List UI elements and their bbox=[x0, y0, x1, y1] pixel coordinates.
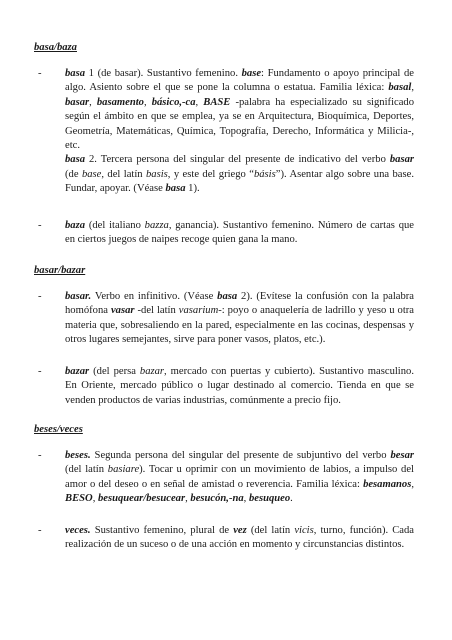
headword: basa bbox=[65, 154, 86, 166]
text-run: , bbox=[92, 493, 98, 505]
entry-beses bbox=[38, 449, 414, 507]
text-run: , bbox=[411, 478, 414, 490]
term: base bbox=[81, 168, 102, 180]
entry-paragraph-beses bbox=[65, 449, 414, 507]
entry-dash: - bbox=[38, 68, 42, 79]
headword: baza bbox=[65, 220, 86, 231]
text-run: , del latín bbox=[101, 168, 146, 180]
entry-bazar bbox=[38, 365, 414, 408]
headword: basar. bbox=[65, 291, 92, 302]
etymon: basiare bbox=[107, 464, 140, 476]
entry-paragraph-baza bbox=[65, 219, 414, 248]
headword: bazar bbox=[65, 366, 90, 377]
section-heading-basa-baza: basa/baza bbox=[34, 42, 77, 53]
cross-reference: basa bbox=[217, 291, 238, 302]
text-run: -: poyo o anaquelería de ladrillo y yeso u otra materia que, sobresaliendo en la pared, especialmente en las cocinas, despensas y otros lugares semejantes, sirve para poner vasos, platos, etc.). bbox=[65, 305, 414, 346]
entry-paragraph-basa-2 bbox=[65, 153, 414, 196]
text-run: , bbox=[243, 493, 249, 505]
text-run: (del persa bbox=[89, 366, 140, 377]
etymon: bazza bbox=[144, 220, 169, 231]
text-run: , mercado con puertas y cubierto). Sustantivo masculino. En Oriente, mercado público o lugar destinado al comercio. Tienda en que se venden productos de varias industrias, comúnmente a precio fijo. bbox=[65, 366, 414, 406]
text-run: -palabra ha especializado su significado según el ámbito en que se emplea, ya se en Arquitectura, Bioquímica, Deportes, Geometría, Matemáticas, Química, Topografía, Derecho, Informática y Milicia-, etc. bbox=[65, 96, 415, 152]
text-run: (del latín bbox=[246, 525, 295, 536]
text-run: 1). bbox=[185, 183, 200, 195]
entry-dash: - bbox=[38, 291, 42, 302]
etymon: basis bbox=[146, 168, 168, 180]
etymon: vasarium bbox=[178, 305, 219, 317]
entry-veces bbox=[38, 524, 414, 553]
term: basar bbox=[389, 154, 414, 166]
entry-dash: - bbox=[38, 220, 42, 231]
entry-dash: - bbox=[38, 366, 42, 377]
cross-reference: basa bbox=[165, 183, 186, 195]
entry-paragraph-veces bbox=[65, 524, 414, 553]
text-run: (del latín bbox=[65, 464, 108, 476]
text-run: ). Tocar u oprimir con un movimiento de labios, a impulso del amor o del deseo o en señal de amistad o reverencia. Familia léxica: bbox=[65, 464, 414, 490]
lexical-family-term: besamanos bbox=[363, 478, 412, 490]
term: base bbox=[241, 68, 262, 79]
text-run: , bbox=[411, 82, 414, 94]
lexical-family-term: básico,-ca bbox=[151, 96, 196, 108]
headword: basa bbox=[65, 68, 86, 79]
text-run: , turno, función). Cada realización de un suceso o de una acción en momento y circunstancias distintos. bbox=[65, 525, 414, 551]
text-run: , ganancia). Sustantivo femenino. Número de cartas que en ciertos juegos de naipes recoge quien gana la mano. bbox=[65, 220, 414, 246]
etymon: bazar bbox=[139, 366, 165, 377]
headword: veces. bbox=[65, 525, 91, 536]
etymon: básis bbox=[253, 168, 276, 180]
entry-paragraph-bazar bbox=[65, 365, 414, 408]
entry-text bbox=[65, 290, 414, 348]
text-run: ”). Asentar algo sobre una base. Fundar, apoyar. (Véase bbox=[65, 168, 414, 195]
text-run: (del italiano bbox=[85, 220, 145, 231]
section-heading-beses-veces: beses/veces bbox=[34, 424, 83, 435]
lexical-family-term: besuqueo bbox=[248, 493, 291, 505]
text-run: 2). (Evítese la confusión con la palabra homófona bbox=[65, 291, 414, 317]
text-run: . bbox=[290, 493, 293, 505]
entry-basar bbox=[38, 290, 414, 348]
lexical-family-term: BESO bbox=[65, 493, 93, 505]
entry-dash: - bbox=[38, 450, 42, 461]
text-run: (de bbox=[65, 168, 82, 180]
entry-text bbox=[65, 524, 414, 553]
text-run: , bbox=[195, 96, 204, 108]
entry-baza bbox=[38, 219, 414, 248]
text-run: , y este del griego “ bbox=[167, 168, 254, 180]
headword: beses. bbox=[65, 450, 91, 461]
entry-basa bbox=[38, 67, 414, 197]
term: vasar bbox=[110, 305, 135, 317]
lexical-family-term: besuquear/besucear bbox=[97, 493, 186, 505]
term: besar bbox=[390, 450, 414, 461]
text-run: , bbox=[185, 493, 191, 505]
entry-text bbox=[65, 365, 414, 408]
text-run: Segunda persona del singular del presente de subjuntivo del verbo bbox=[90, 450, 391, 461]
lexical-family-term: basamento bbox=[96, 96, 144, 108]
etymon: vicis bbox=[294, 525, 314, 536]
entry-paragraph-basa-1 bbox=[65, 67, 414, 153]
entry-dash: - bbox=[38, 525, 42, 536]
text-run: 1 (de basar). Sustantivo femenino. bbox=[85, 68, 242, 79]
lexical-family-term: basar bbox=[65, 96, 90, 108]
text-run: -del latín bbox=[134, 305, 179, 317]
text-run: Sustantivo femenino, plural de bbox=[90, 525, 234, 536]
entry-text bbox=[65, 219, 414, 248]
text-run: : Fundamento o apoyo principal de algo. Asiento sobre el que se pone la columna o estatua. Familia léxica: bbox=[65, 68, 414, 94]
lexical-family-term: BASE bbox=[203, 96, 231, 108]
text-run: , bbox=[89, 96, 97, 108]
lexical-family-term: basal bbox=[388, 82, 412, 94]
text-run: Verbo en infinitivo. (Véase bbox=[91, 291, 218, 302]
term: vez bbox=[233, 525, 247, 536]
entry-paragraph-basar bbox=[65, 290, 414, 348]
lexical-family-term: besucón,-na bbox=[190, 493, 244, 505]
text-run: , bbox=[143, 96, 152, 108]
text-run: 2. Tercera persona del singular del presente de indicativo del verbo bbox=[85, 154, 390, 166]
entry-text bbox=[65, 449, 414, 507]
entry-text bbox=[65, 67, 414, 197]
section-heading-basar-bazar: basar/bazar bbox=[34, 265, 86, 276]
